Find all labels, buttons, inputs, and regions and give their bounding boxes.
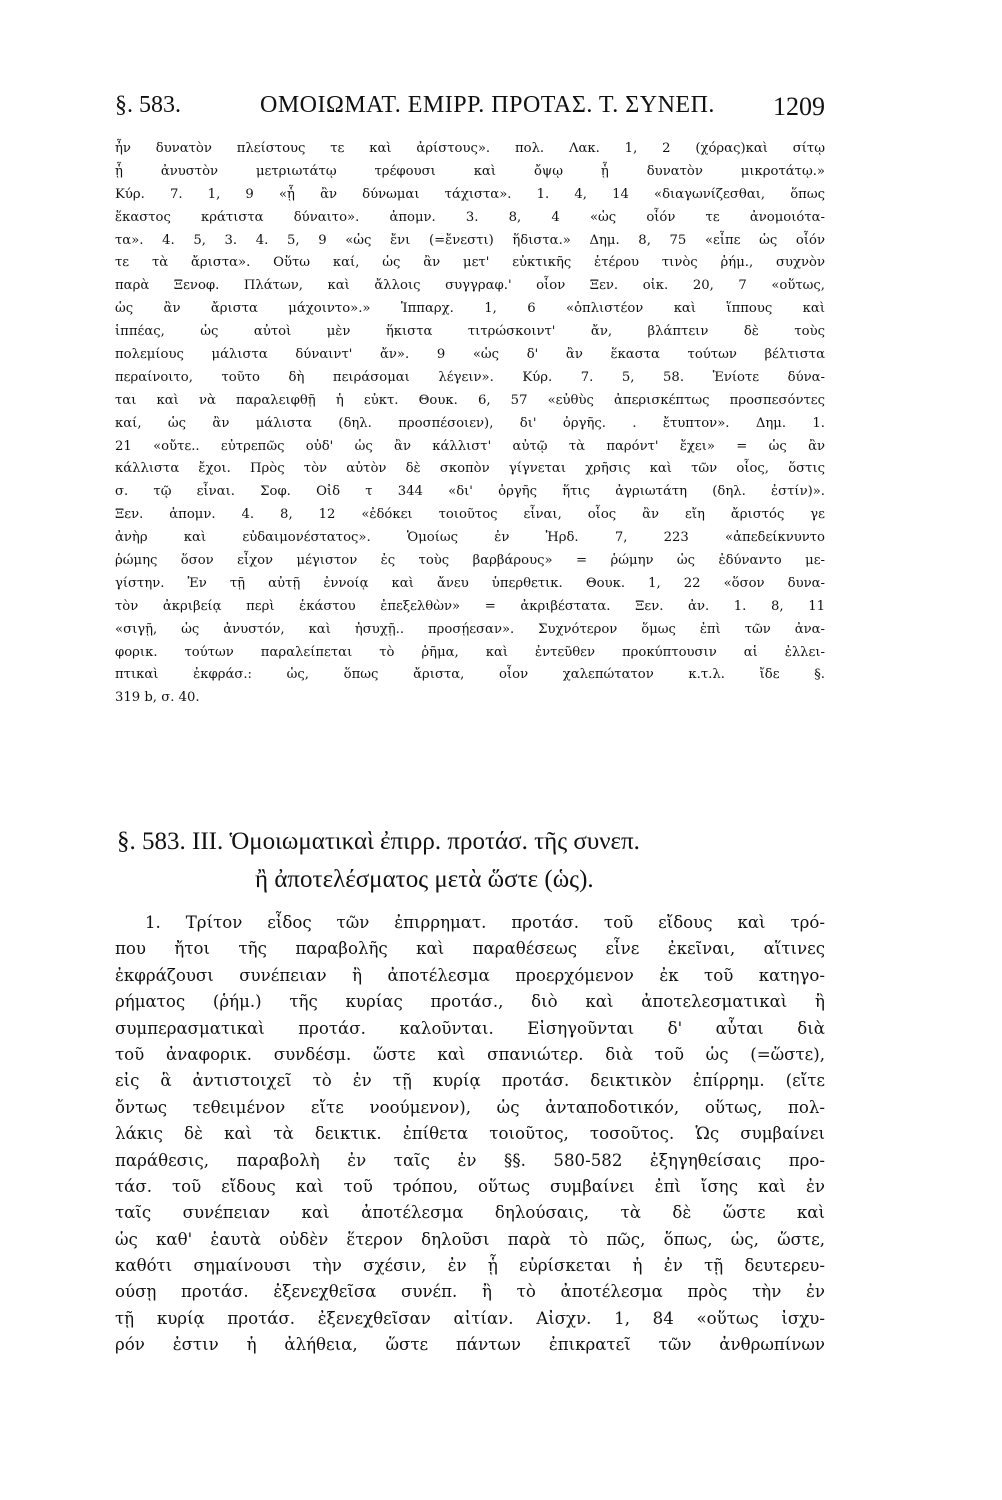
section-heading-line: §. 583. III. Ὁμοιωματικαὶ ἐπιρρ. προτάσ. τῆς συνεπ.: [117, 828, 640, 855]
small-print-line: περαίνοιτο, τοῦτο δὴ πειράσομαι λέγειν». Κύρ. 7. 5, 58. Ἐνίοτε δύνα-: [115, 369, 825, 385]
body-line: που ἤτοι τῆς παραβολῆς καὶ παραθέσεως εἶνε ἐκεῖναι, αἵτινες: [115, 939, 825, 959]
running-header: [115, 92, 825, 128]
small-print-line: καί, ὡς ἂν μάλιστα (δηλ. προσπέσοιεν), δι' ὀργῆς. . ἔτυπτον». Δημ. 1.: [115, 415, 825, 431]
small-print-line: σ. τῷ εἶναι. Σοφ. Οἰδ τ 344 «δι' ὀργῆς ἥτις ἀγριωτάτη (δηλ. ἐστίν)».: [115, 484, 825, 500]
small-print-line: τε τὰ ἄριστα». Οὕτω καί, ὡς ἂν μετ' εὐκτικῆς ἑτέρου τινὸς ῥήμ., συχνὸν: [115, 255, 825, 271]
body-line: εἰς ἃ ἀντιστοιχεῖ τὸ ἐν τῇ κυρίᾳ προτάσ. δεικτικὸν ἐπίρρημ. (εἴτε: [115, 1071, 825, 1091]
body-line: τῇ κυρίᾳ προτάσ. ἐξενεχθεῖσαν αἰτίαν. Αἰσχν. 1, 84 «οὕτως ἰσχυ-: [115, 1308, 825, 1328]
small-print-line: Κύρ. 7. 1, 9 «ᾗ ἂν δύνωμαι τάχιστα». 1. 4, 14 «διαγωνίζεσθαι, ὅπως: [115, 186, 825, 202]
small-print-line: «σιγῇ, ὡς ἀνυστόν, καὶ ἡσυχῇ.. προσῄεσαν». Συχνότερον ὅμως ἐπὶ τῶν ἀνα-: [115, 621, 825, 637]
small-print-line: Ξεν. ἀπομν. 4. 8, 12 «ἐδόκει τοιοῦτος εἶναι, οἷος ἂν εἴη ἄριστός γε: [115, 507, 825, 523]
small-print-line: ῥώμης ὅσον εἶχον μέγιστον ἐς τοὺς βαρβάρους» = ῥώμην ὡς ἐδύναντο με-: [115, 553, 825, 569]
small-print-line: 319 b, σ. 40.: [115, 690, 200, 706]
body-line: λάκις δὲ καὶ τὰ δεικτικ. ἐπίθετα τοιοῦτος, τοσοῦτος. Ὡς συμβαίνει: [115, 1124, 825, 1144]
small-print-line: φορικ. τούτων παραλείπεται τὸ ῥῆμα, καὶ ἐντεῦθεν προκύπτουσιν αἱ ἐλλει-: [115, 644, 825, 660]
small-print-line: ται καὶ νὰ παραλειφθῇ ἡ εὐκτ. Θουκ. 6, 57 «εὐθὺς ἀπερισκέπτως προσπεσόντες: [115, 392, 825, 408]
small-print-line: πτικαὶ ἐκφράσ.: ὡς, ὅπως ἄριστα, οἷον χαλεπώτατον κ.τ.λ. ἴδε §.: [115, 667, 825, 683]
small-print-line: κάλλιστα ἔχοι. Πρὸς τὸν αὐτὸν δὲ σκοπὸν γίγνεται χρῆσις καὶ τῶν οἷος, ὅστις: [115, 461, 825, 477]
body-line: ἐκφράζουσι συνέπειαν ἢ ἀποτέλεσμα προερχόμενον ἐκ τοῦ κατηγο-: [115, 965, 825, 985]
header-title: ΟΜΟΙΩΜΑΤ. ΕΜΙΡΡ. ΠΡΟΤΑΣ. Τ. ΣΥΝΕΠ.: [260, 92, 715, 118]
small-print-line: 21 «οὔτε.. εὐτρεπῶς οὐδ' ὡς ἂν κάλλιστ' αὐτῷ τὰ παρόντ' ἔχει» = ὡς ἂν: [115, 438, 825, 454]
body-paragraph: [115, 910, 825, 1359]
body-line: τοῦ ἀναφορικ. συνδέσμ. ὥστε καὶ σπανιώτερ. διὰ τοῦ ὡς (=ὥστε),: [115, 1044, 825, 1064]
body-line: ὄντως τεθειμένον εἴτε νοούμενον), ὡς ἀνταποδοτικόν, οὕτως, πολ-: [115, 1097, 825, 1117]
body-line: καθότι σημαίνουσι τὴν σχέσιν, ἐν ᾗ εὑρίσκεται ἡ ἐν τῇ δευτερευ-: [115, 1256, 825, 1276]
small-print-line: ἀνὴρ καὶ εὐδαιμονέστατος». Ὁμοίως ἐν Ἡρδ. 7, 223 «ἀπεδείκνυντο: [115, 530, 825, 546]
body-line: τάσ. τοῦ εἴδους καὶ τοῦ τρόπου, οὕτως συμβαίνει ἐπὶ ἴσης καὶ ἐν: [115, 1176, 825, 1196]
small-print-line: γίστην. Ἐν τῇ αὐτῇ ἐννοίᾳ καὶ ἄνευ ὑπερθετικ. Θουκ. 1, 22 «ὅσον δυνα-: [115, 575, 825, 591]
body-line: ταῖς συνέπειαν καὶ ἀποτέλεσμα δηλούσαις, τὰ δὲ ὥστε καὶ: [115, 1203, 825, 1223]
header-section-number: §. 583.: [115, 92, 181, 118]
small-print-line: ᾗ ἀνυστὸν μετριωτάτῳ τρέφουσι καὶ ὄψῳ ᾗ δυνατὸν μικροτάτῳ.»: [115, 163, 825, 179]
small-print-line: ἕκαστος κράτιστα δύναιτο». ἀπομν. 3. 8, 4 «ὡς οἷόν τε ἀνομοιότα-: [115, 209, 825, 225]
small-print-line: ἦν δυνατὸν πλείστους τε καὶ ἀρίστους». πολ. Λακ. 1, 2 (χόρας)καὶ σίτῳ: [115, 141, 825, 156]
small-print-block: [115, 138, 825, 710]
section-heading-line: ἢ ἀποτελέσματος μετὰ ὥστε (ὡς).: [255, 866, 594, 893]
body-line: ὡς καθ' ἑαυτὰ οὐδὲν ἕτερον δηλοῦσι παρὰ τὸ πῶς, ὅπως, ὡς, ὥστε,: [115, 1229, 825, 1249]
body-line: παράθεσις, παραβολὴ ἐν ταῖς ἐν §§. 580-582 ἐξηγηθείσαις προ-: [115, 1150, 825, 1170]
body-line: ρόν ἐστιν ἡ ἀλήθεια, ὥστε πάντων ἐπικρατεῖ τῶν ἀνθρωπίνων: [115, 1335, 825, 1355]
small-print-line: πολεμίους μάλιστα δύναιντ' ἄν». 9 «ὡς δ' ἂν ἕκαστα τούτων βέλτιστα: [115, 347, 825, 363]
small-print-line: ἱππέας, ὡς αὐτοὶ μὲν ἥκιστα τιτρώσκοιντ' ἄν, βλάπτειν δὲ τοὺς: [115, 324, 825, 340]
page-number: 1209: [773, 92, 825, 121]
small-print-line: παρὰ Ξενοφ. Πλάτων, καὶ ἄλλοις συγγραφ.' οἷον Ξεν. οἰκ. 20, 7 «οὕτως,: [115, 278, 825, 294]
body-line: 1. Τρίτον εἶδος τῶν ἐπιρρηματ. προτάσ. τοῦ εἴδους καὶ τρό-: [145, 913, 825, 932]
body-line: συμπερασματικαὶ προτάσ. καλοῦνται. Εἰσηγοῦνται δ' αὗται διὰ: [115, 1018, 825, 1038]
section-heading: [115, 823, 825, 899]
body-line: ρήματος (ῥήμ.) τῆς κυρίας προτάσ., διὸ καὶ ἀποτελεσματικαὶ ἢ: [115, 992, 825, 1012]
body-line: ούσῃ προτάσ. ἐξενεχθεῖσα συνέπ. ἢ τὸ ἀποτέλεσμα πρὸς τὴν ἐν: [115, 1282, 825, 1302]
small-print-line: τὸν ἀκριβείᾳ περὶ ἑκάστου ἐπεξελθὼν» = ἀκριβέστατα. Ξεν. ἀν. 1. 8, 11: [115, 598, 825, 614]
small-print-line: ὡς ἂν ἄριστα μάχοιντο».» Ἱππαρχ. 1, 6 «ὁπλιστέον καὶ ἵππους καὶ: [115, 301, 825, 317]
small-print-line: τα». 4. 5, 3. 4. 5, 9 «ὡς ἔνι (=ἔνεστι) ἥδιστα.» Δημ. 8, 75 «εἶπε ὡς οἷόν: [115, 232, 825, 248]
